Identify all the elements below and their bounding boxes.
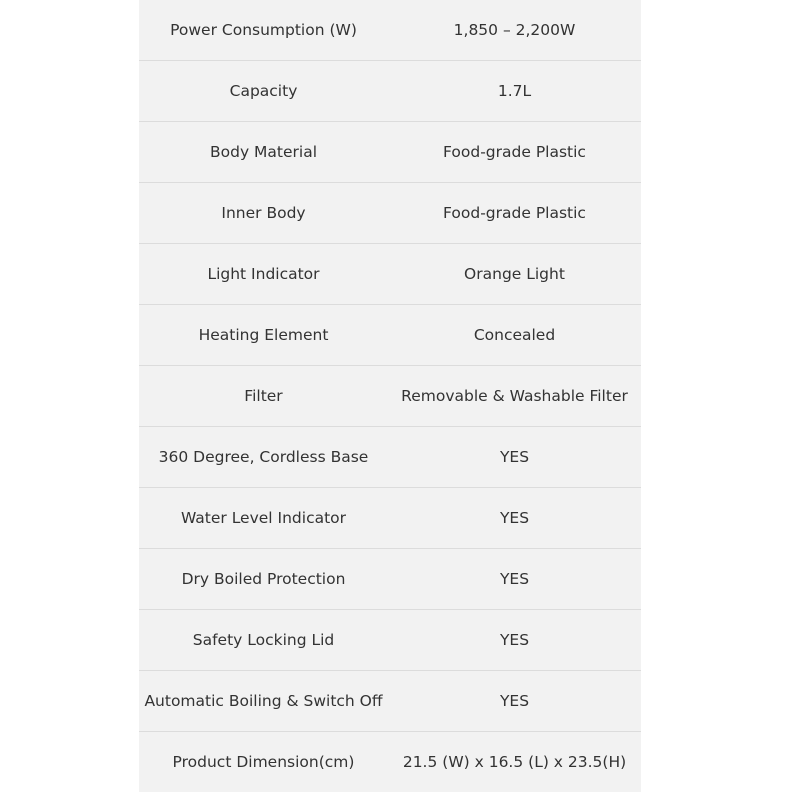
table-row	[139, 427, 641, 488]
spec-value: 1,850 – 2,200W	[388, 0, 641, 61]
spec-label: Product Dimension(cm)	[172, 753, 355, 771]
spec-value: 21.5 (W) x 16.5 (L) x 23.5(H)	[402, 753, 627, 771]
spec-label: Inner Body	[139, 183, 388, 244]
spec-value: YES	[388, 610, 641, 671]
spec-label: Water Level Indicator	[139, 488, 388, 549]
spec-value: Food-grade Plastic	[388, 122, 641, 183]
spec-label: Dry Boiled Protection	[139, 549, 388, 610]
table-row	[139, 0, 641, 61]
table-row	[139, 732, 641, 793]
spec-value: Orange Light	[388, 244, 641, 305]
table-row	[139, 366, 641, 427]
spec-label: Capacity	[139, 61, 388, 122]
spec-label: Filter	[139, 366, 388, 427]
table-row	[139, 122, 641, 183]
spec-label: Safety Locking Lid	[139, 610, 388, 671]
spec-value: YES	[388, 549, 641, 610]
spec-table	[139, 0, 641, 792]
spec-value: 1.7L	[388, 61, 641, 122]
table-row	[139, 549, 641, 610]
spec-label: Light Indicator	[139, 244, 388, 305]
table-row	[139, 61, 641, 122]
spec-value: Removable & Washable Filter	[388, 366, 641, 427]
spec-label: 360 Degree, Cordless Base	[139, 427, 388, 488]
table-row	[139, 305, 641, 366]
spec-label: Automatic Boiling & Switch Off	[139, 671, 388, 732]
table-row	[139, 488, 641, 549]
table-row	[139, 244, 641, 305]
spec-label: Heating Element	[139, 305, 388, 366]
spec-value: YES	[388, 427, 641, 488]
spec-value: Concealed	[388, 305, 641, 366]
spec-value: Food-grade Plastic	[388, 183, 641, 244]
spec-label: Power Consumption (W)	[139, 0, 388, 61]
spec-value: YES	[388, 488, 641, 549]
table-row	[139, 671, 641, 732]
spec-label: Body Material	[139, 122, 388, 183]
table-row	[139, 183, 641, 244]
spec-value: YES	[388, 671, 641, 732]
table-row	[139, 610, 641, 671]
